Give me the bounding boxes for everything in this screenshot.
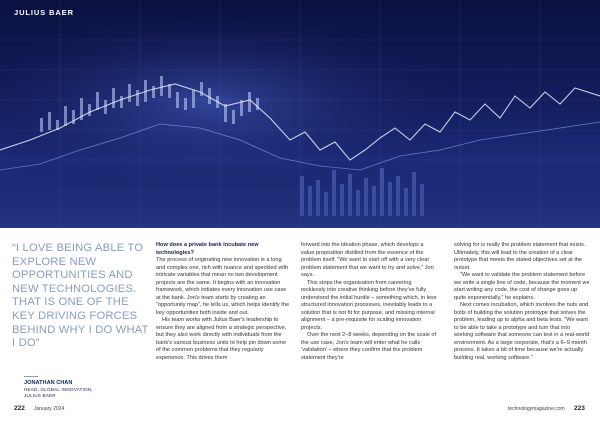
quote-author-role: HEAD, GLOBAL INNOVATION,	[24, 387, 93, 392]
paragraph: The process of originating new innovation is a long and complex one, rich with nuance and speckled with intricate variables that mean no two development projects are the same. It begins with an innovation framework, which initiates every innovation use case at the bank. Jon's team starts by creating an “opportunity map”, he tells us, which helps identify the key opportunities both inside and out.	[156, 257, 290, 316]
paragraph: solving for is really the problem statement that exists. Ultimately, this will lead to the creation of a clear prototype that meets the stated objectives set at the outset.	[454, 242, 586, 271]
quote-author-name: JONATHAN CHAN	[24, 380, 73, 386]
article-column-1	[156, 242, 292, 362]
paragraph: Next comes incubation, which involves the nuts and bolts of building the solution prototype that solves the problem, leading up to alpha and beta tests. “We want to be able to take a prototype and turn that into working software that someone can test in a real-world environment. As a large corporate, that's a 6–9 month process. It takes a bit of time because we're actually building real, working software.”	[454, 302, 590, 361]
quote-author-org: JULIUS BAER	[24, 393, 56, 398]
paragraph: forward into the ideation phase, which develops a value proposition distilled from the essence of the problem itself. “We want to start off with a very clear problem statement that we want to try and solve,” Jon says.	[301, 242, 434, 278]
page-number-right: 223	[574, 405, 585, 412]
website-url: technologymagazine.com	[508, 406, 565, 412]
paragraph: “We want to validate the problem statement before we write a single line of code, because the moment we start writing any code, the cost of change goes up quite exponentially,” he explains.	[454, 272, 590, 301]
pull-quote: “I LOVE BEING ABLE TO EXPLORE NEW OPPORTUNITIES AND NEW TECHNOLOGIES. THAT IS ONE OF THE KEY DRIVING FORCES BEHIND WHY I DO WHAT I DO”	[12, 242, 149, 350]
article-column-3	[454, 242, 590, 362]
section-heading: How does a private bank incubate new technologies?	[156, 242, 259, 256]
page-number-left: 222	[14, 405, 25, 412]
brand-label: JULIUS BAER	[14, 8, 74, 17]
article-column-2	[301, 242, 437, 362]
paragraph: His team works with Julius Baer's leadership to ensure they are aligned from a strategic perspective, but they also work directly with individuals from the bank's various business units to help pin down some of the common problems that they regularly experience. This drives them	[156, 317, 287, 361]
issue-date: January 2024	[34, 406, 65, 412]
paragraph: This stops the organisation from careering recklessly into creative thinking before they've fully understood the initial hurdle – something which, in less structured innovation processes, inevitably leads to a solution that is not fit for purpose, and missing internal alignment – a pre-requisite for scaling innovation projects.	[301, 279, 437, 331]
quote-divider	[24, 376, 38, 377]
paragraph: Over the next 2–8 weeks, depending on the scale of the use case, Jon's team will enter what he calls ‘validation’ – where they confirm that the problem statement they're	[301, 332, 437, 361]
